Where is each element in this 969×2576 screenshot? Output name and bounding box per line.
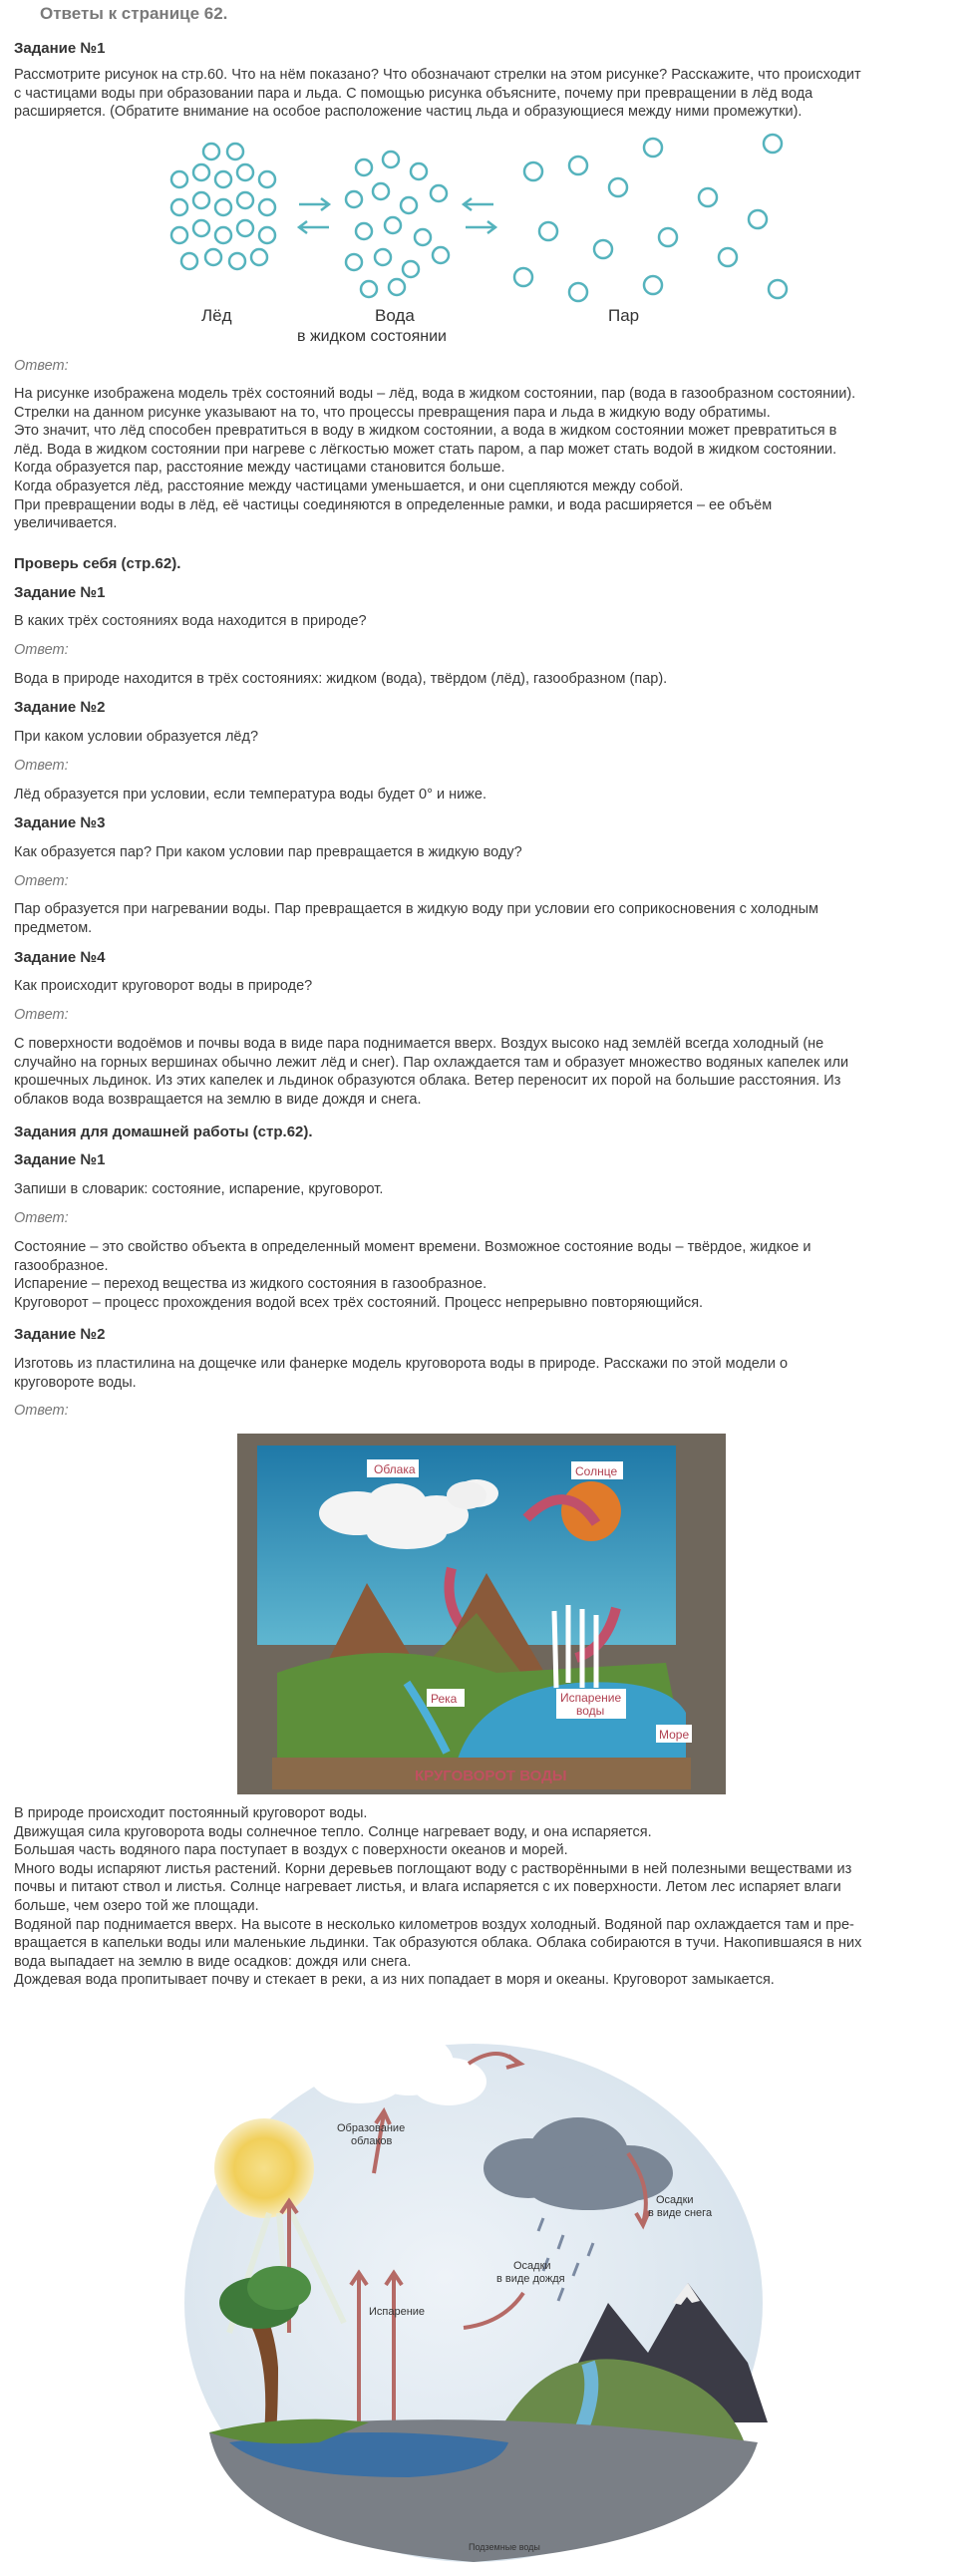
water-label: Вода xyxy=(375,306,415,325)
check-task2-heading: Задание №2 xyxy=(14,699,106,716)
water-particles xyxy=(346,152,449,297)
home-heading: Задания для домашней работы (стр.62). xyxy=(14,1124,313,1140)
label-rain-2: в виде дождя xyxy=(496,2273,565,2285)
home-task1-question: Запиши в словарик: состояние, испарение, круговорот. xyxy=(14,1181,384,1197)
check-task1-answer: Вода в природе находится в трёх состояниях: жидком (вода), твёрдом (лёд), газообразном (пар). xyxy=(14,671,668,687)
task1-heading: Задание №1 xyxy=(14,40,106,57)
answer-line: облаков вода возвращается на землю в виде дождя и снега. xyxy=(14,1091,422,1108)
answer-line: крошечных льдинок. Из этих капелек и льдинок образуются облака. Ветер переносит их порой на большие расстояния. Из xyxy=(14,1073,841,1090)
label-snow-2: в виде снега xyxy=(648,2207,713,2219)
label-rain-1: Осадки xyxy=(513,2260,551,2272)
home-task1-heading: Задание №1 xyxy=(14,1151,106,1168)
text-line: Движущая сила круговорота воды солнечное тепло. Солнце нагревает воду, и она испаряется. xyxy=(14,1823,652,1840)
label-evaporation: Испарение xyxy=(369,2306,426,2318)
answer-line: Стрелки на данном рисунке указывают на то, что процессы превращения пара и льда в жидкую воду обратимы. xyxy=(14,404,771,421)
answer-line: Круговорот – процесс прохождения водой всех трёх состояний. Процесс непрерывно повторяющийся. xyxy=(14,1294,704,1311)
check-task2-answer-label: Ответ: xyxy=(14,758,69,774)
text-line: почвы и питают ствол и листья. Солнце нагревает листья, и влага испаряется с их поверхности. Летом лес испаряет влаги xyxy=(14,1879,841,1896)
water-cycle-text xyxy=(14,1804,911,1990)
water-cycle-model-photo xyxy=(237,1434,726,1794)
answer-line: Когда образуется лёд, расстояние между частицами уменьшается, и они сцепляются между собой. xyxy=(14,478,684,494)
steam-label: Пар xyxy=(608,306,640,325)
question-line: Изготовь из пластилина на дощечке или фанерке модель круговорота воды в природе. Расскажи по этой модели о xyxy=(14,1356,789,1372)
check-task4-question: Как происходит круговорот воды в природе? xyxy=(14,978,313,994)
answer-line: При превращении воды в лёд, её частицы соединяются в определенные рамки, и вода расширяется – ее объём xyxy=(14,496,773,513)
water-cycle-diagram xyxy=(169,2004,798,2572)
text-line: Большая часть водяного пара поступает в воздух с поверхности океанов и морей. xyxy=(14,1842,568,1859)
text-line: Дождевая вода пропитывает почву и стекает в реки, а из них попадает в моря и океаны. Круговорот замыкается. xyxy=(14,1972,775,1989)
task1-question xyxy=(14,66,911,122)
check-task3-heading: Задание №3 xyxy=(14,814,106,831)
task1-question-line: с частицами воды при образовании пара и льда. С помощью рисунка объясните, почему при превращении в лёд вода xyxy=(14,85,813,102)
answer-line: На рисунке изображена модель трёх состояний воды – лёд, вода в жидком состоянии, пар (вода в газообразном состоянии). xyxy=(14,386,856,402)
task1-answer-label: Ответ: xyxy=(14,358,69,374)
check-task1-question: В каких трёх состояниях вода находится в природе? xyxy=(14,613,367,629)
text-line: вода выпадает на землю в виде осадков: дождя или снега. xyxy=(14,1953,412,1970)
home-task1-answer xyxy=(14,1238,911,1312)
home-task2-answer-label: Ответ: xyxy=(14,1403,69,1419)
page-title: Ответы к странице 62. xyxy=(40,4,228,23)
answer-line: Состояние – это свойство объекта в определенный момент времени. Возможное состояние воды – твёрдое, жидкое и xyxy=(14,1239,811,1255)
text-line: Много воды испаряют листья растений. Корни деревьев поглощают воду с растворёнными в ней полезными веществами из xyxy=(14,1860,852,1877)
ice-label: Лёд xyxy=(201,306,232,325)
answer-line: увеличивается. xyxy=(14,515,118,532)
answer-line: случайно на горных вершинах обычно лежит лёд и снег). Пар охлаждается там и образует множество водяных капелек или xyxy=(14,1054,849,1071)
check-task1-answer-label: Ответ: xyxy=(14,642,69,658)
task1-answer xyxy=(14,385,911,533)
label-ground-water: Подземные воды xyxy=(469,2542,540,2552)
white-cloud xyxy=(309,2032,486,2105)
model-label-river: Река xyxy=(431,1692,458,1706)
check-task2-question: При каком условии образуется лёд? xyxy=(14,729,259,745)
label-clouds-2: облаков xyxy=(351,2135,393,2147)
check-task2-answer: Лёд образуется при условии, если температура воды будет 0° и ниже. xyxy=(14,787,486,803)
model-label-sea: Море xyxy=(659,1728,690,1742)
question-line: круговороте воды. xyxy=(14,1374,137,1391)
answer-line: Испарение – переход вещества из жидкого состояния в газообразное. xyxy=(14,1276,487,1293)
label-snow-1: Осадки xyxy=(656,2194,694,2206)
answer-line: Это значит, что лёд способен превратиться в воду в жидком состоянии, а вода в жидком состоянии может превратиться в xyxy=(14,423,837,440)
label-clouds-1: Образование xyxy=(337,2122,406,2134)
answer-line: газообразное. xyxy=(14,1257,109,1274)
text-line: Водяной пар поднимается вверх. На высоте в несколько километров воздух холодный. Водяной пар охлаждается там и пре- xyxy=(14,1916,854,1933)
check-task4-answer-label: Ответ: xyxy=(14,1007,69,1023)
check-task3-answer xyxy=(14,900,911,937)
check-task3-answer-label: Ответ: xyxy=(14,873,69,889)
model-label-evaporation-1: Испарение xyxy=(560,1691,622,1705)
answer-line: С поверхности водоёмов и почвы вода в виде пара поднимается вверх. Воздух высоко над землёй всегда холодный (не xyxy=(14,1036,824,1052)
answer-line: Когда образуется пар, расстояние между частицами становится больше. xyxy=(14,460,505,477)
transition-arrows xyxy=(299,198,495,233)
model-label-sun: Солнце xyxy=(575,1464,618,1478)
check-task1-heading: Задание №1 xyxy=(14,584,106,601)
answer-line: Пар образуется при нагревании воды. Пар превращается в жидкую воду при условии его соприкосновения с холодным xyxy=(14,901,818,917)
water-sublabel: в жидком состоянии xyxy=(297,328,447,345)
home-task2-heading: Задание №2 xyxy=(14,1326,106,1343)
home-task1-answer-label: Ответ: xyxy=(14,1210,69,1226)
model-label-clouds: Облака xyxy=(374,1462,416,1476)
check-task4-answer xyxy=(14,1035,911,1109)
text-line: больше, чем озеро той же площади. xyxy=(14,1897,259,1914)
sun-icon xyxy=(214,2118,314,2218)
task1-question-line: Рассмотрите рисунок на стр.60. Что на нём показано? Что обозначают стрелки на этом рисунке? Расскажите, что происходит xyxy=(14,67,861,83)
check-heading: Проверь себя (стр.62). xyxy=(14,555,181,572)
steam-particles xyxy=(514,135,787,301)
check-task3-question: Как образуется пар? При каком условии пар превращается в жидкую воду? xyxy=(14,844,522,860)
text-line: вращается в капельки воды или маленькие льдинки. Так образуются облака. Облака собираются в тучи. Накопившаяся в них xyxy=(14,1935,862,1952)
answer-line: предметом. xyxy=(14,919,93,936)
model-caption: КРУГОВОРОТ ВОДЫ xyxy=(415,1768,567,1784)
text-line: В природе происходит постоянный круговорот воды. xyxy=(14,1805,368,1821)
answer-line: лёд. Вода в жидком состоянии при нагреве с лёгкостью может стать паром, а пар может стать водой в жидком состоянии. xyxy=(14,441,837,458)
ice-particles xyxy=(171,144,275,269)
water-states-figure xyxy=(150,128,827,347)
home-task2-question xyxy=(14,1355,911,1392)
model-label-evaporation-2: воды xyxy=(576,1704,605,1718)
check-task4-heading: Задание №4 xyxy=(14,949,106,966)
task1-question-line: расширяется. (Обратите внимание на особое расположение частиц льда и образующиеся между ними промежутки). xyxy=(14,104,803,121)
